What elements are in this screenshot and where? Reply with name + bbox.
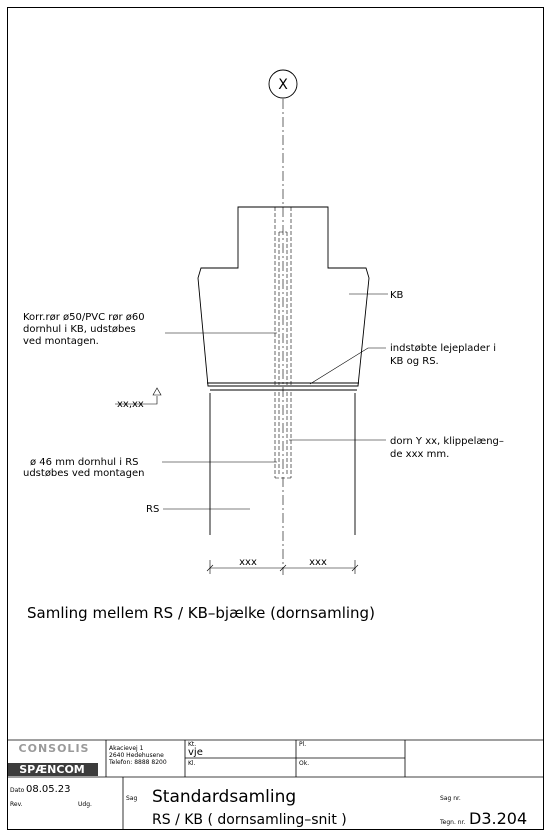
label-lejeplader-line1: indstøbte lejeplader i [390,343,496,354]
drawing-subtitle: RS / KB ( dornsamling–snit ) [152,812,347,828]
label-dornhul-rs-line2: udstøbes ved montagen [23,468,145,479]
label-korr-line1: Korr.rør ø50/PVC rør ø60 [23,312,145,323]
label-lejeplader-line2: KB og RS. [390,356,439,367]
sag-label: Sag [126,795,138,802]
label-rs: RS [146,504,160,515]
drawing-title: Standardsamling [152,787,297,807]
axis-label: X [278,77,288,93]
brand-spaencom: SPÆNCOM [19,763,85,776]
dato-label: Dato [10,787,25,794]
rev-label: Rev. [10,801,23,808]
address-line1: Akacievej 1 [109,745,144,752]
dimension-line [207,560,358,574]
leader-lejeplader [310,348,386,384]
dimension-left: xxx [239,557,257,568]
udg-label: Udg. [78,801,92,808]
label-dornhul-rs-line1: ø 46 mm dornhul i RS [30,457,139,468]
label-kb: KB [390,290,404,301]
ok-label: Ok. [299,760,310,767]
pl-label: Pl. [299,741,307,748]
label-dorn-line1: dorn Y xx, klippelæng– [390,436,504,447]
drawing-labels [23,77,504,622]
drawing-caption: Samling mellem RS / KB–bjælke (dornsamling) [27,604,375,622]
kt-value: vje [188,747,203,758]
section-drawing [115,70,388,575]
level-value: xx,xx [117,399,144,410]
title-block-text [10,741,527,828]
label-dorn-line2: de xxx mm. [390,449,450,460]
brand-consolis: CONSOLIS [18,742,90,755]
kb-beam-outline [198,207,369,386]
kt-label: Kt. [188,741,197,748]
address-line3: Telefon: 8888 8200 [109,759,167,766]
dimension-right: xxx [309,557,327,568]
level-triangle [153,388,161,395]
label-korr-line3: ved montagen. [23,336,99,347]
tegn-nr-label: Tegn. nr. [440,819,466,826]
dato-value: 08.05.23 [26,784,71,795]
sheet-border [8,8,544,830]
kl-label: Kl. [188,760,196,767]
tegn-nr-value: D3.204 [469,809,528,828]
address-line2: 2640 Hedehusene [109,752,164,759]
label-korr-line2: dornhul i KB, udstøbes [23,324,136,335]
sag-nr-label: Sag nr. [440,795,461,802]
